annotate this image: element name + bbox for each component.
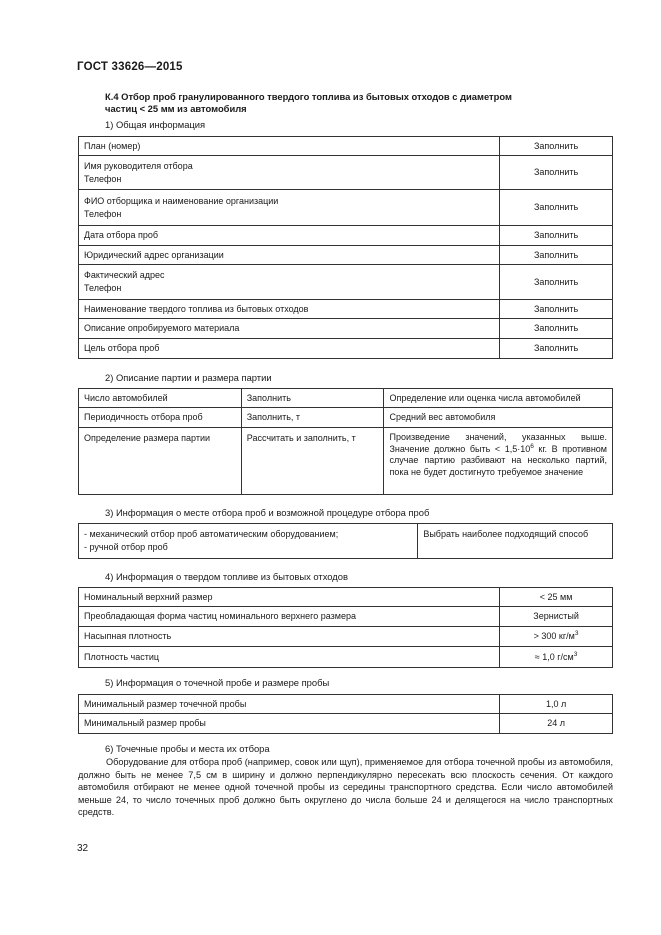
row-label: Юридический адрес организации <box>79 246 500 265</box>
table-row <box>79 647 613 668</box>
table-row <box>79 246 613 265</box>
table-row <box>79 408 613 428</box>
table-row <box>79 226 613 246</box>
table-row <box>79 137 613 156</box>
section-heading <box>105 91 575 115</box>
row-label: План (номер) <box>79 137 500 156</box>
row-value: Заполнить <box>500 319 613 339</box>
row-value: Заполнить <box>500 156 613 190</box>
subsection-4-title: 4) Информация о твердом топливе из бытовых отходов <box>105 571 348 582</box>
cell: Периодичность отбора проб <box>79 408 242 428</box>
row-value: Зернистый <box>500 607 613 627</box>
subsection-1-title: 1) Общая информация <box>105 119 206 130</box>
table-row <box>79 607 613 627</box>
cell: Произведение значений, указанных выше. Значение должно быть < $1,5\cdot 10^6$ кг. В противном случае партию разбивают на несколько партий, пока не будет достигнуто требуемое значение <box>384 428 613 495</box>
cell: Определение или оценка числа автомобилей <box>384 389 613 408</box>
cell: Число автомобилей <box>79 389 242 408</box>
sample-size-table <box>78 694 613 734</box>
table-row <box>79 524 613 559</box>
section-heading-line-1: К.4 Отбор проб гранулированного твердого топлива из бытовых отходов с диаметром <box>105 91 512 102</box>
row-label: Минимальный размер точечной пробы <box>79 695 500 714</box>
table-row <box>79 190 613 226</box>
row-value: > 300 $кг/м^3$ <box>500 627 613 647</box>
row-label: Минимальный размер пробы <box>79 714 500 734</box>
row-value: 1,0 л <box>500 695 613 714</box>
table-row <box>79 428 613 495</box>
table-row <box>79 300 613 319</box>
row-label: Дата отбора проб <box>79 226 500 246</box>
row-label: Преобладающая форма частиц номинального верхнего размера <box>79 607 500 627</box>
section-heading-line-2: частиц < 25 мм из автомобиля <box>105 103 247 114</box>
subsection-5-title: 5) Информация о точечной пробе и размере пробы <box>105 677 330 688</box>
row-value: ≈ 1,0 $г/см^3$ <box>500 647 613 668</box>
fuel-info-table <box>78 587 613 668</box>
row-label: Описание опробируемого материала <box>79 319 500 339</box>
row-value: Заполнить <box>500 190 613 226</box>
batch-description-table <box>78 388 613 495</box>
document-title: ГОСТ 33626—2015 <box>77 61 183 73</box>
cell: Рассчитать и заполнить, т <box>241 428 384 495</box>
body-paragraph: Оборудование для отбора проб (например, совок или щуп), применяемое для отбора точечной пробы из автомобиля, должно быть не менее 7,5 см в ширину и должно перпендикулярно пересекать всю плоскость сечения. От каждого автомобиля отбирают не менее одной точечной пробы из середины транспортного средства. Если число автомобилей меньше 24, то число точечных проб должно быть округлено до числа больше 24 и делящегося на число транспортных средств. <box>78 757 613 817</box>
table-row <box>79 389 613 408</box>
row-label: Насыпная плотность <box>79 627 500 647</box>
table-row <box>79 627 613 647</box>
row-value: Заполнить <box>500 137 613 156</box>
table-row <box>79 695 613 714</box>
row-value: Заполнить <box>500 265 613 300</box>
table-row <box>79 339 613 359</box>
cell: Средний вес автомобиля <box>384 408 613 428</box>
cell: Заполнить, т <box>241 408 384 428</box>
row-label: Плотность частиц <box>79 647 500 668</box>
cell: Выбрать наиболее подходящий способ <box>418 524 613 559</box>
table-row <box>79 588 613 607</box>
cell: - механический отбор проб автоматическим оборудованием; - ручной отбор проб <box>79 524 418 559</box>
row-value: Заполнить <box>500 339 613 359</box>
page-number: 32 <box>77 843 89 854</box>
subsection-6-title: 6) Точечные пробы и места их отбора <box>105 743 270 754</box>
table-row <box>79 714 613 734</box>
cell: Определение размера партии <box>79 428 242 495</box>
table-row <box>79 265 613 300</box>
cell: Заполнить <box>241 389 384 408</box>
row-label: Имя руководителя отбора Телефон <box>79 156 500 190</box>
row-value: 24 л <box>500 714 613 734</box>
row-value: Заполнить <box>500 246 613 265</box>
table-row <box>79 156 613 190</box>
general-info-table <box>78 136 613 359</box>
row-label: Цель отбора проб <box>79 339 500 359</box>
row-value: < 25 мм <box>500 588 613 607</box>
row-label: Номинальный верхний размер <box>79 588 500 607</box>
row-label: Фактический адрес Телефон <box>79 265 500 300</box>
table-row <box>79 319 613 339</box>
subsection-3-title: 3) Информация о месте отбора проб и возможной процедуре отбора проб <box>105 507 430 518</box>
row-value: Заполнить <box>500 300 613 319</box>
row-label: Наименование твердого топлива из бытовых отходов <box>79 300 500 319</box>
row-value: Заполнить <box>500 226 613 246</box>
row-label: ФИО отборщика и наименование организации Телефон <box>79 190 500 226</box>
subsection-2-title: 2) Описание партии и размера партии <box>105 372 272 383</box>
sampling-place-table <box>78 523 613 559</box>
